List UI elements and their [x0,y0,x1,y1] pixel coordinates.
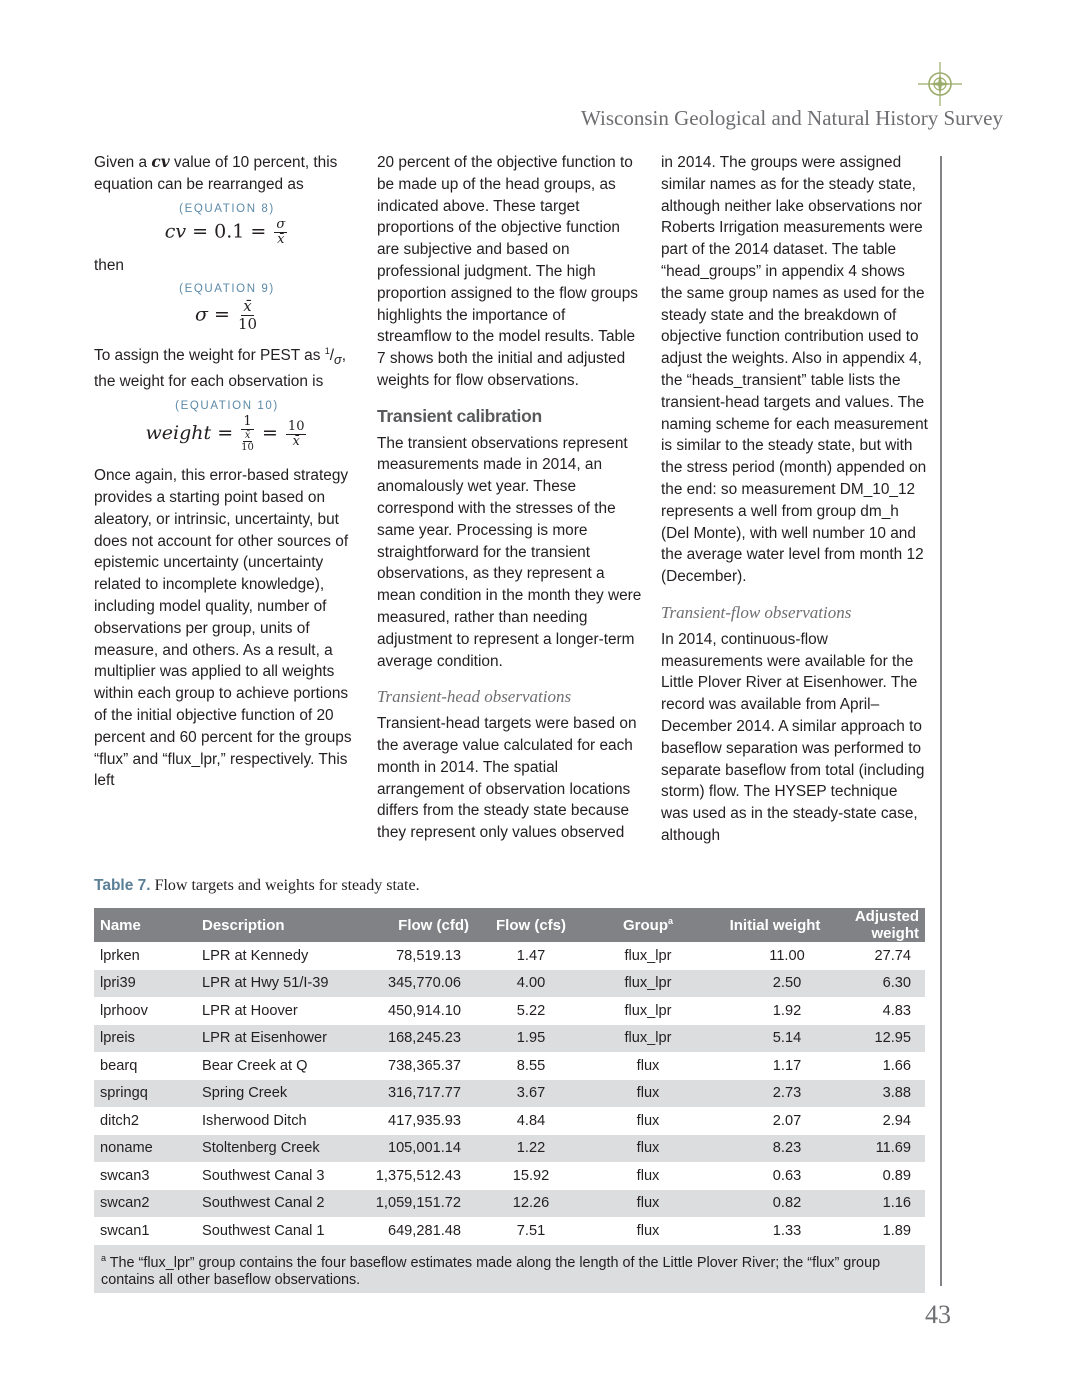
paragraph: then [94,256,124,274]
equation-8-label: (EQUATION 8) [179,202,275,215]
subsection-heading: Transient-head observations [377,687,572,707]
table-cell: 1.16 [841,1190,925,1218]
table-cell: flux [636,1057,660,1074]
table-row [94,1190,925,1218]
table-cell: LPR at Eisenhower [196,1025,358,1053]
table-cell: 738,365.37 [387,1057,461,1074]
equation-9: σ = $\frac{x̄}{10}$ [194,297,258,334]
table-row [94,1217,925,1245]
table-cell: 5.14 [709,1025,841,1053]
flow-targets-table [94,908,925,1293]
table-cell: flux [636,1222,660,1239]
header-flow-cfs: Flow (cfs) [475,908,587,942]
table-cell: 4.00 [475,970,587,998]
table-cell: flux [587,1190,709,1218]
table-cell: flux [636,1112,660,1129]
table-cell: 15.92 [512,1167,550,1184]
table-cell: 12.95 [841,1025,925,1053]
table-cell: 2.73 [709,1080,841,1108]
column-1 [94,152,360,792]
column-rule [940,156,942,1286]
table-cell: 1.33 [772,1222,802,1239]
table-cell: springq [94,1080,196,1108]
table-cell: Stoltenberg Creek [196,1135,358,1163]
table-cell: 7.51 [516,1222,546,1239]
equation-9-label: (EQUATION 9) [179,283,275,296]
table-cell: 0.89 [882,1167,911,1184]
compass-rose-icon [918,62,962,106]
table-cell: 2.07 [772,1112,802,1129]
paragraph: In 2014, continuous-flow measurements were available for the Little Plover River at Eisenhower. The record was available from April–December 2014. A similar approach to baseflow separation was performed to separate baseflow from total (including storm) flow. The HYSEP technique was used as in the steady-state case, although [661,630,925,844]
table-cell: Southwest Canal 2 [196,1190,358,1218]
table-cell: lpri39 [94,970,196,998]
table-cell: 1.95 [475,1025,587,1053]
table-cell: swcan2 [94,1190,196,1218]
table-row [94,1052,925,1080]
table-cell: 3.67 [475,1080,587,1108]
paragraph: To assign the weight for PEST as $^1/_\sigma$, the weight for each observation is [94,346,347,391]
table-cell: 0.82 [709,1190,841,1218]
table-cell: LPR at Kennedy [202,947,309,964]
table-cell: Spring Creek [196,1080,358,1108]
table-cell: 1.89 [882,1222,911,1239]
table-cell: 105,001.14 [358,1135,475,1163]
table-cell: 649,281.48 [387,1222,461,1239]
table-cell: Southwest Canal 1 [202,1222,325,1239]
table-cell: 168,245.23 [358,1025,475,1053]
table-cell: 1.47 [516,947,546,964]
table-cell: 2.94 [882,1112,911,1129]
table-cell: flux [587,1080,709,1108]
header-description: Description [196,908,358,942]
table-cell: flux [636,1167,660,1184]
table-cell: 8.23 [709,1135,841,1163]
table-header-row [94,908,925,942]
table-cell: LPR at Hoover [202,1002,298,1019]
table-cell: 11.69 [841,1135,925,1163]
paragraph: Once again, this error-based strategy provides a starting point based on aleatory, or intrinsic, uncertainty, but does not account for other sources of epistemic uncertainty (uncertainty related to incomplete knowledge), including model quality, number of observations per group, units of measure, and others. As a result, a multiplier was applied to all weights within each group to achieve portions of the initial objective function of 20 percent and 60 percent for the groups “flux” and “flux_lpr,” respectively. This left [94,467,352,790]
table-cell: 4.83 [882,1002,911,1019]
paragraph: Given a cv value of 10 percent, this equation can be rearranged as [94,153,338,193]
table-row [94,1080,925,1108]
header-flow-cfd: Flow (cfd) [358,908,475,942]
table-row [94,1162,925,1190]
table-cell: swcan3 [100,1167,150,1184]
paragraph: The transient observations represent measurements made in 2014, an anomalously wet year. These correspond with the stresses of the same year. Processing is more straightforward for the transient observations, as they represent a mean condition in the month they were measured, rather than needing adjustment to represent a longer-term average condition. [377,434,642,670]
table-cell: Southwest Canal 3 [202,1167,325,1184]
table-cell: 1.22 [475,1135,587,1163]
table-cell: 3.88 [841,1080,925,1108]
table-cell: flux_lpr [587,970,709,998]
table-cell: ditch2 [100,1112,139,1129]
table-cell: Isherwood Ditch [202,1112,307,1129]
table-cell: flux [587,1135,709,1163]
table-row [94,1025,925,1053]
equation-8: cv = 0.1 = $\frac{\sigma}{x̄}$ [164,216,286,247]
table-cell: 6.30 [841,970,925,998]
table-cell: 12.26 [475,1190,587,1218]
table-cell: lpreis [94,1025,196,1053]
subsection-heading: Transient-flow observations [661,602,852,622]
header-name: Name [94,908,196,942]
table-cell: LPR at Hwy 51/I-39 [196,970,358,998]
table-cell: 1,059,151.72 [358,1190,475,1218]
header-initial-weight: Initial weight [709,908,841,942]
table-cell: 8.55 [516,1057,546,1074]
table-cell: lprken [100,947,140,964]
table-cell: 1.17 [772,1057,802,1074]
table-cell: lprhoov [100,1002,148,1019]
table-cell: swcan1 [100,1222,150,1239]
paragraph: 20 percent of the objective function to be made up of the head groups, as indicated above. These target proportions of the objective function are subjective and based on professional judgment. The high proportion assigned to the flow groups highlights the importance of streamflow to the model results. Table 7 shows both the initial and adjusted weights for flow observations. [377,154,638,389]
table-cell: Bear Creek at Q [202,1057,308,1074]
table-cell: 11.00 [769,947,805,964]
table-caption: Table 7. Flow targets and weights for steady state. [94,877,420,894]
table-cell: 1,375,512.43 [375,1167,461,1184]
table-cell: 1.66 [882,1057,911,1074]
table-cell: 316,717.77 [358,1080,475,1108]
header-adjusted-weight: Adjusted weight [841,908,925,942]
table-cell: 1.92 [772,1002,802,1019]
table-cell: 27.74 [874,947,911,964]
table-footnote: $^a$ The “flux_lpr” group contains the four baseflow estimates made along the length of the Little Plover River; the “flux” group contains all other baseflow observations. [94,1245,925,1294]
table-cell: flux_lpr [587,1025,709,1053]
table-cell: 450,914.10 [387,1002,461,1019]
table-row [94,1135,925,1163]
table-cell: 417,935.93 [387,1112,461,1129]
page-number: 43 [925,1300,951,1329]
table-footnote-row [94,1245,925,1294]
table-row [94,970,925,998]
table-row [94,942,925,970]
paragraph: Transient-head targets were based on the average value calculated for each month in 2014. The spatial arrangement of observation locations differs from the steady state because they represent only values observed [377,715,637,842]
table-cell: flux_lpr [624,1002,672,1019]
table-cell: noname [94,1135,196,1163]
table-cell: 5.22 [516,1002,546,1019]
column-3 [661,152,929,847]
header-title: Wisconsin Geological and Natural History Survey [581,106,1003,130]
table-cell: bearq [100,1057,138,1074]
table-row [94,1107,925,1135]
table-row [94,997,925,1025]
section-heading: Transient calibration [377,405,542,426]
table-cell: 78,519.13 [396,947,461,964]
table-cell: flux_lpr [624,947,672,964]
paragraph: in 2014. The groups were assigned similar names as for the steady state, although neither lake observations nor Roberts Irrigation measurements were part of the 2014 dataset. The table “head_groups” in appendix 4 shows the same group names as used for the steady state and the breakdown of objective function contribution used to adjust the weights. Also in appendix 4, the “heads_transient” table lists the transient-head targets and values. The naming scheme for each measurement is similar to the steady state, but with the stress period (month) appended on the end: so measurement DM_10_12 represents a well from group dm_h (Del Monte), with well number 10 and the average water level from month 12 (December). [661,154,928,586]
equation-10-label: (EQUATION 10) [175,400,279,413]
table-cell: 4.84 [516,1112,546,1129]
table-cell: 345,770.06 [358,970,475,998]
header-group: Group$^a$ [587,908,709,942]
table-cell: 2.50 [709,970,841,998]
column-2 [377,152,642,844]
table-cell: 0.63 [772,1167,802,1184]
equation-10: weight = $\frac{1}{\frac{x̄}{10}}$ = $\frac{10}{x̄}$ [145,414,305,454]
